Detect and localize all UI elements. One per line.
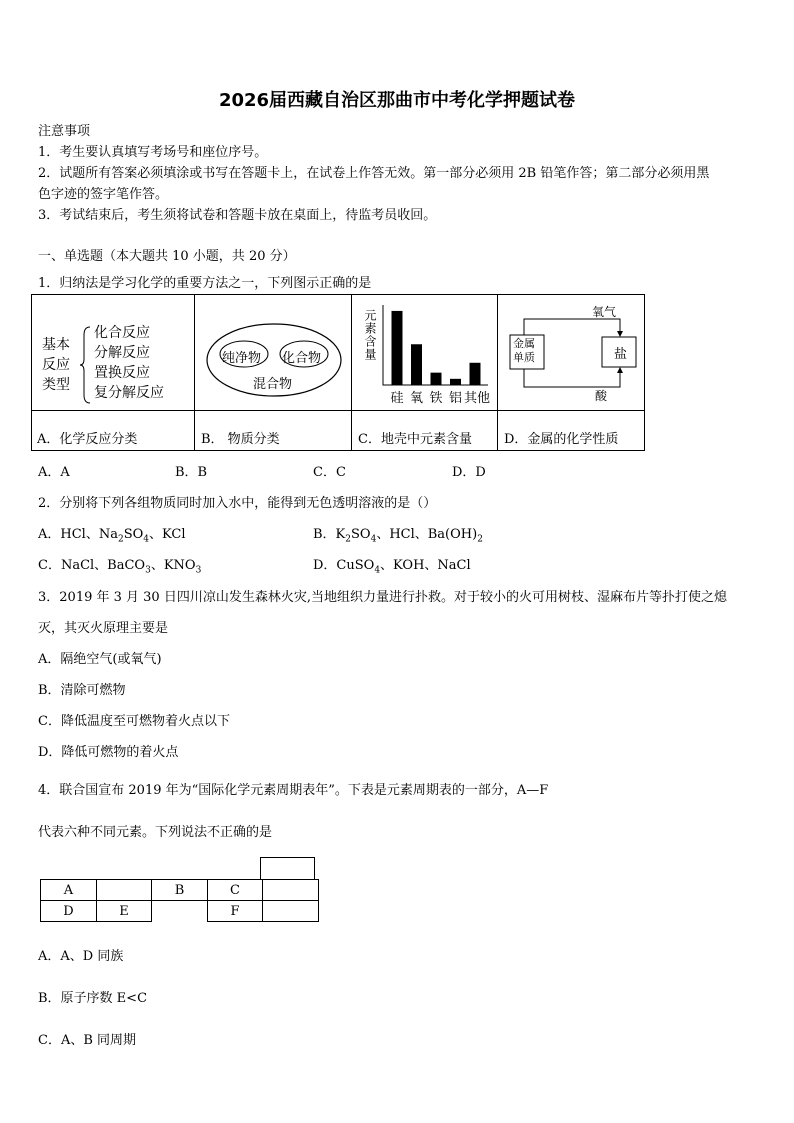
q1-option-a: A．A [38, 465, 70, 480]
q3-option-a: A．隔绝空气(或氧气) [38, 652, 162, 667]
acid-arrow [524, 368, 620, 387]
q2-option-d: D．CuSO$_4$、KOH、NaCl [313, 558, 471, 576]
cell-c: C [208, 880, 263, 901]
question-3-stem: 3．2019 年 3 月 30 日四川凉山发生森林火灾,当地组织力量进行扑救。对于较小的火可用树枝、湿麻布片等扑打使之熄 [38, 590, 727, 605]
q3-option-d: D．降低可燃物的着火点 [38, 745, 179, 760]
periodic-table-top-cell [260, 857, 315, 879]
panel-b-caption: B． 物质分类 [201, 432, 280, 447]
panel-d-left: 金属 单质 [513, 337, 535, 364]
cell-a: A [41, 880, 97, 901]
panel-d-top: 氧气 [592, 305, 617, 319]
cell-f: F [208, 901, 263, 922]
bar-chart [377, 301, 492, 409]
question-3-stem-cont: 灭，其灭火原理主要是 [38, 621, 169, 636]
bar-3 [450, 379, 461, 385]
panel-a-label: 基本 反应 类型 [42, 337, 70, 393]
panel-b-inner1: 纯净物 [222, 351, 262, 366]
q3-option-c: C．降低温度至可燃物着火点以下 [38, 714, 230, 729]
bar-0 [392, 311, 403, 385]
notice-item: 2．试题所有答案必须填涂或书写在答题卡上，在试卷上作答无效。第一部分必须用 2B 铅笔作答；第二部分必须用黑 [38, 166, 710, 181]
q1-option-c: C．C [313, 465, 346, 480]
q2-option-a: A．HCl、$Na_2SO_4$、KCl [38, 527, 186, 545]
q4-option-a: A．A、D 同族 [38, 949, 124, 964]
chart-ylabel: 元素含量 [363, 309, 377, 361]
panel-d-right: 盐 [614, 347, 628, 362]
question-4-stem-cont: 代表六种不同元素。下列说法不正确的是 [38, 825, 273, 840]
cell-empty [263, 901, 319, 922]
panel-a-caption: A．化学反应分类 [37, 432, 138, 447]
tick-label-3: 铝 [448, 391, 463, 406]
periodic-table-fragment [40, 879, 319, 922]
notice-item: 3．考试结束后，考生须将试卷和答题卡放在桌面上，待监考员收回。 [38, 208, 437, 223]
page-title: 2026届西藏自治区那曲市中考化学押题试卷 [218, 90, 576, 111]
cell-e: E [97, 901, 152, 922]
cell-b: B [152, 880, 208, 901]
panel-b-inner2: 化合物 [282, 351, 322, 366]
section-heading: 一、单选题（本大题共 10 小题，共 20 分） [38, 249, 296, 264]
question-2-stem: 2．分别将下列各组物质同时加入水中，能得到无色透明溶液的是（） [38, 496, 437, 511]
panel-d-caption: D．金属的化学性质 [504, 432, 619, 447]
q3-option-b: B．清除可燃物 [38, 683, 126, 698]
q1-option-d: D．D [452, 465, 486, 480]
tick-label-0: 硅 [390, 391, 404, 406]
q1-option-b: B．B [175, 465, 208, 480]
bar-2 [431, 373, 442, 385]
bar-1 [411, 344, 422, 385]
q2-option-c: C．NaCl、BaCO$_3$、$KNO_3$ [38, 558, 202, 576]
cell-empty [263, 880, 319, 901]
panel-d-bottom: 酸 [595, 389, 608, 403]
question-1-stem: 1．归纳法是学习化学的重要方法之一，下列图示正确的是 [38, 276, 372, 291]
tick-label-4: 其他 [463, 391, 491, 406]
oxygen-arrow [524, 319, 620, 336]
q4-option-c: C．A、B 同周期 [38, 1033, 137, 1048]
q4-option-b: B．原子序数 E<C [38, 991, 148, 1006]
q2-option-b: B．$K_2SO_4$、HCl、$Ba(OH)_2$ [313, 527, 483, 545]
cell-empty [152, 901, 208, 922]
panel-a-items: 化合反应 分解反应 置换反应 复分解反应 [94, 325, 164, 401]
tick-label-1: 氧 [409, 391, 424, 406]
brace-icon [78, 325, 94, 405]
panel-b-outer: 混合物 [253, 377, 293, 392]
tick-label-2: 铁 [429, 391, 443, 406]
notice-item: 1．考生要认真填写考场号和座位序号。 [38, 145, 268, 160]
notice-item: 色字迹的签字笔作答。 [38, 187, 169, 202]
cell-empty [97, 880, 152, 901]
bar-4 [470, 363, 481, 385]
cell-d: D [41, 901, 97, 922]
notice-heading: 注意事项 [38, 124, 91, 139]
panel-c-caption: C．地壳中元素含量 [358, 432, 472, 447]
question-4-stem: 4．联合国宣布 2019 年为“国际化学元素周期表年”。下表是元素周期表的一部分，A—F [38, 783, 549, 798]
